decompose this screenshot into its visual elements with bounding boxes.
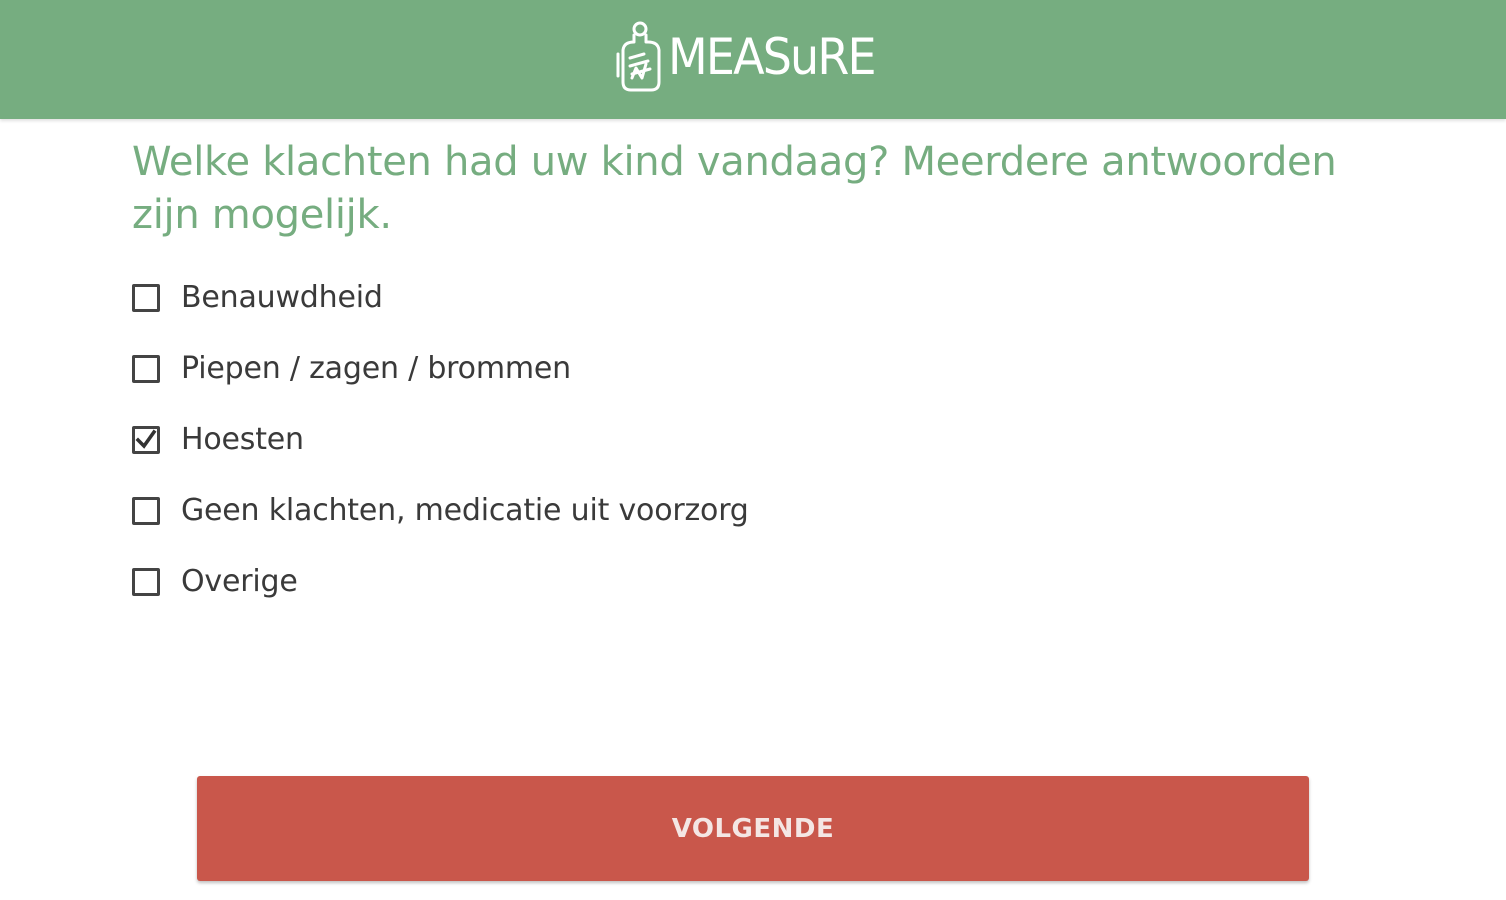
option-label: Overige bbox=[181, 563, 298, 599]
option-overige[interactable] bbox=[132, 546, 749, 617]
options-list bbox=[132, 262, 749, 617]
app-header bbox=[0, 0, 1506, 119]
option-piepen-zagen-brommen[interactable] bbox=[132, 333, 749, 404]
checkbox[interactable] bbox=[132, 497, 160, 525]
option-label: Benauwdheid bbox=[181, 279, 383, 315]
brand-logo bbox=[614, 20, 893, 94]
checkmark-icon bbox=[135, 429, 157, 451]
brand-name: MEASuRE bbox=[668, 28, 875, 86]
option-label: Geen klachten, medicatie uit voorzorg bbox=[181, 492, 749, 528]
inhaler-icon bbox=[614, 20, 666, 94]
checkbox[interactable] bbox=[132, 568, 160, 596]
option-hoesten[interactable] bbox=[132, 404, 749, 475]
option-label: Piepen / zagen / brommen bbox=[181, 350, 571, 386]
checkbox[interactable] bbox=[132, 284, 160, 312]
option-label: Hoesten bbox=[181, 421, 304, 457]
option-benauwdheid[interactable] bbox=[132, 262, 749, 333]
option-geen-klachten[interactable] bbox=[132, 475, 749, 546]
next-button[interactable]: VOLGENDE bbox=[197, 776, 1309, 881]
checkbox[interactable] bbox=[132, 355, 160, 383]
checkbox[interactable] bbox=[132, 426, 160, 454]
question-text: Welke klachten had uw kind vandaag? Meerdere antwoorden zijn mogelijk. bbox=[132, 139, 1337, 238]
